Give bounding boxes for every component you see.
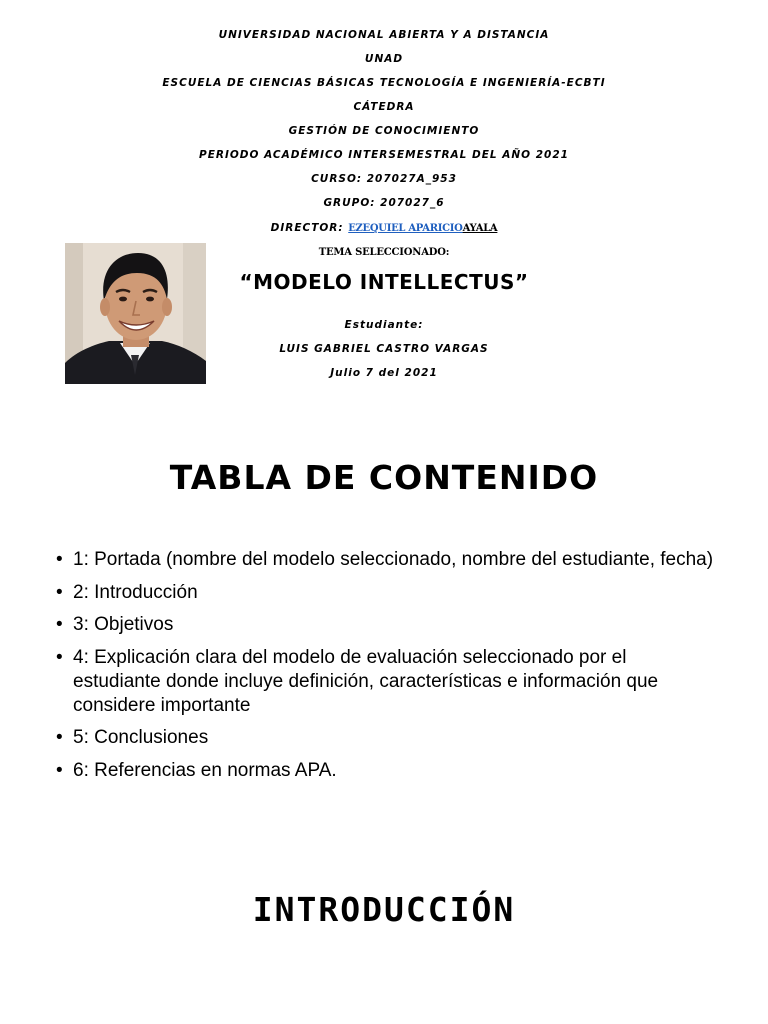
toc-item [56, 646, 716, 718]
toc-item-text: 1: Portada (nombre del modelo seleccionado, nombre del estudiante, fecha) [73, 549, 714, 570]
toc-title: TABLA DE CONTENIDO [169, 458, 599, 497]
director-label: DIRECTOR: [270, 222, 344, 234]
toc-item [56, 581, 716, 605]
toc-item-text: 2: Introducción [73, 581, 198, 603]
student-label: Estudiante: [344, 319, 424, 331]
toc-list [56, 548, 716, 791]
toc-item-text: 3: Objetivos [73, 614, 174, 635]
toc-item-text: 5: Conclusiones [73, 727, 209, 748]
toc-item [56, 759, 716, 783]
model-title: “MODELO INTELLECTUS” [239, 270, 529, 294]
bullet: • [56, 549, 63, 570]
document-date: Julio 7 del 2021 [330, 367, 438, 379]
director-name-link[interactable]: EZEQUIEL APARICIO [348, 223, 463, 234]
toc-item [56, 548, 716, 572]
toc-item [56, 613, 716, 637]
bullet: • [56, 727, 63, 748]
bullet: • [56, 581, 63, 603]
university-name: UNIVERSIDAD NACIONAL ABIERTA Y A DISTANCIA [218, 29, 550, 41]
academic-period: PERIODO ACADÉMICO INTERSEMESTRAL DEL AÑO 2021 [199, 149, 569, 161]
introduction-title: INTRODUCCIÓN [252, 890, 516, 929]
bullet: • [56, 759, 63, 781]
toc-item-text: 6: Referencias en normas APA. [73, 759, 337, 781]
school-name: ESCUELA DE CIENCIAS BÁSICAS TECNOLOGÍA E INGENIERÍA-ECBTI [162, 77, 606, 89]
bullet: • [56, 614, 63, 635]
toc-item-text: 4: Explicación clara del modelo de evaluación seleccionado por el estudiante donde incluye definición, características e información que considere importante [73, 646, 659, 716]
chair-label: CÁTEDRA [353, 101, 415, 113]
director-last-name: AYALA [462, 223, 498, 234]
topic-label: TEMA SELECCIONADO: [318, 247, 450, 258]
group-code: GRUPO: 207027_6 [323, 197, 445, 209]
student-name: LUIS GABRIEL CASTRO VARGAS [279, 343, 489, 355]
director-line [0, 222, 768, 234]
toc-item [56, 726, 716, 750]
subject-name: GESTIÓN DE CONOCIMIENTO [288, 125, 480, 137]
bullet: • [56, 646, 63, 668]
student-portrait-image [65, 243, 206, 384]
university-acronym: UNAD [364, 53, 404, 65]
course-code: CURSO: 207027A_953 [311, 173, 457, 185]
student-photo [65, 243, 206, 384]
